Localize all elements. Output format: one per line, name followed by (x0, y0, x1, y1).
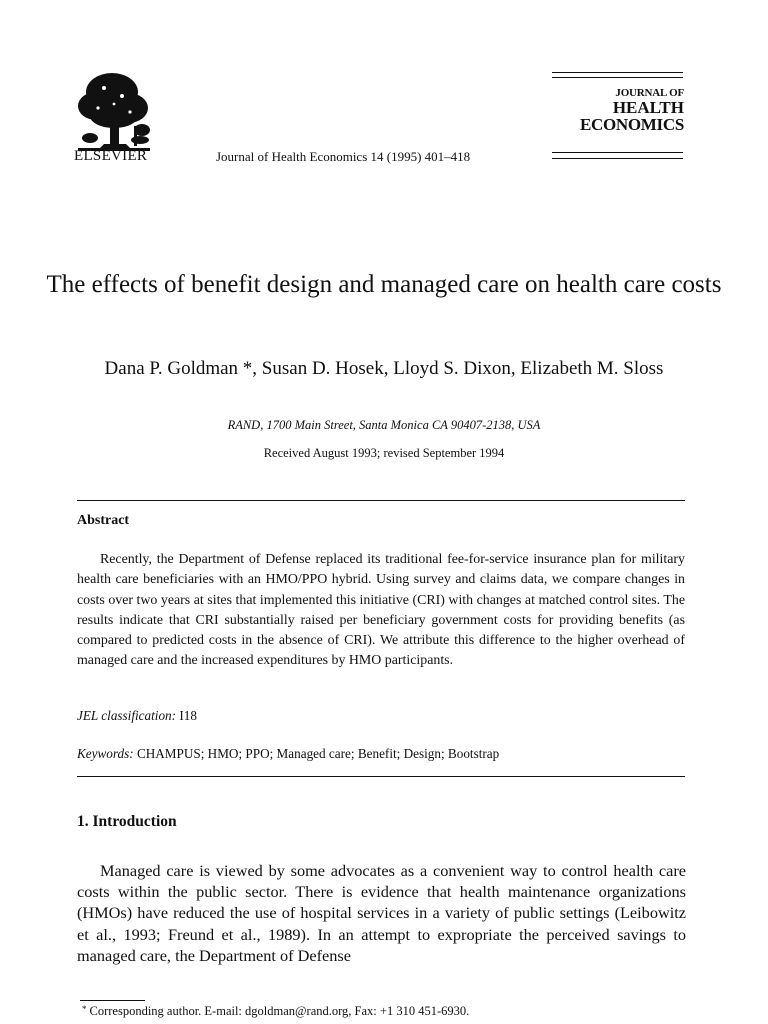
paper-title: The effects of benefit design and managed care on health care costs (46, 271, 722, 298)
journal-citation: Journal of Health Economics 14 (1995) 401–418 (216, 149, 471, 164)
affiliation: RAND, 1700 Main Street, Santa Monica CA 90407-2138, USA (227, 418, 541, 432)
masthead-rule (552, 152, 683, 153)
publisher-name: ELSEVIER (74, 148, 148, 164)
keywords-label: Keywords: (77, 746, 134, 761)
jel-classification (77, 708, 197, 724)
footnote (82, 1004, 469, 1019)
journal-masthead-line2: HEALTH (612, 98, 684, 117)
received-dates: Received August 1993; revised September 1994 (263, 446, 505, 460)
abstract-bottom-rule (77, 776, 685, 777)
author-list: Dana P. Goldman *, Susan D. Hosek, Lloyd S. Dixon, Elizabeth M. Sloss (104, 358, 664, 379)
journal-masthead-line1: JOURNAL OF (615, 87, 684, 99)
abstract-heading: Abstract (77, 513, 130, 528)
jel-value: I18 (179, 708, 197, 723)
journal-masthead-line3: ECONOMICS (579, 115, 684, 134)
footnote-rule (80, 1000, 145, 1001)
masthead-rule (552, 72, 683, 73)
abstract-top-rule (77, 500, 685, 501)
keywords-value: CHAMPUS; HMO; PPO; Managed care; Benefit; Design; Bootstrap (136, 746, 500, 761)
masthead-rule (552, 77, 683, 78)
section-heading-introduction: 1. Introduction (77, 813, 177, 830)
jel-label: JEL classification: (77, 708, 177, 723)
abstract-text: Recently, the Department of Defense replaced its traditional fee-for-service insurance plan for military health care beneficiaries with an HMO/PPO hybrid. Using survey and claims data, we compare changes in costs over two years at sites that implemented this initiative (CRI) with changes at matched control sites. The results indicate that CRI substantially raised per beneficiary government costs for providing benefits (as compared to predicted costs in the absence of CRI). We attribute this difference to the higher overhead of managed care and the increased expenditures by HMO participants. (77, 552, 685, 669)
footnote-text: Corresponding author. E-mail: dgoldman@rand.org, Fax: +1 310 451-6930. (89, 1004, 470, 1018)
footnote-marker: * (82, 1004, 87, 1014)
keywords (77, 746, 499, 762)
masthead-rule (552, 158, 683, 159)
introduction-text: Managed care is viewed by some advocates as a convenient way to control health care costs within the public sector. There is evidence that health maintenance organizations (HMOs) have reduced the use of hospital services in a variety of public settings (Leibowitz et al., 1993; Freund et al., 1989). In an attempt to expropriate the perceived savings to managed care, the Department of Defense (77, 861, 686, 965)
